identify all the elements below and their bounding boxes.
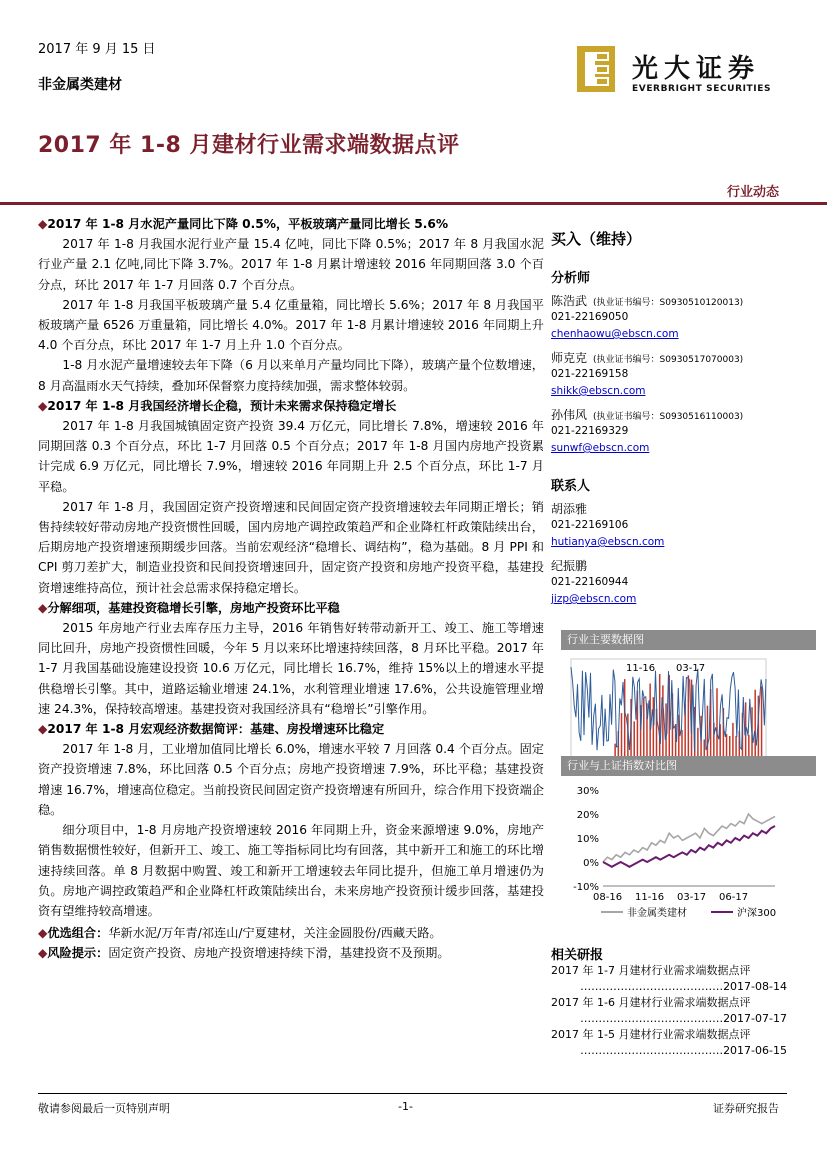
- contact-phone: 021-22160944: [551, 576, 629, 588]
- chart2-container: [561, 756, 816, 936]
- chart1-x-tick: 11-16: [626, 663, 656, 674]
- related-research: [551, 944, 787, 1059]
- chart2-y-tick: 0%: [583, 858, 599, 869]
- logo-text-en: EVERBRIGHT SECURITIES: [632, 84, 772, 94]
- analyst-name-row: [551, 406, 791, 423]
- contact-name: 纪振鹏: [551, 559, 588, 573]
- analyst-name: 师克克: [551, 351, 588, 365]
- chart2-y-tick: 20%: [576, 810, 599, 821]
- contact-name: 胡添雅: [551, 502, 588, 516]
- paragraph: 2017 年 1-8 月，我国固定资产投资增速和民间固定资产投资增速较去年同期正增长；销售持续较好带动房地产投资惯性回暖，国内房地产调控政策趋严和企业降杠杆政策陆续出台，后期房地产投资增速预期缓步回落。当前宏观经济“稳增长、调结构”，稳为基础。8 月 PPI 和 CPI 剪刀差扩大，制造业投资和民间投资增速回升，固定资产投资和房地产投资平稳，基建投资增速维持高位，预计社会总需求保持稳定增长。: [38, 499, 544, 595]
- analyst-phone: 021-22169050: [551, 311, 629, 323]
- rating: 买入（维持）: [551, 230, 642, 248]
- related-report-title[interactable]: 2017 年 1-7 月建材行业需求端数据点评: [551, 964, 751, 977]
- footer-report-type: 证券研究报告: [713, 1102, 779, 1115]
- industry-category: 非金属类建材: [38, 77, 122, 93]
- sidebar: [551, 214, 791, 608]
- chart2-legend-label: 沪深300: [737, 908, 777, 919]
- chart1-bar: [716, 688, 718, 764]
- paragraph: 细分项目中，1-8 月房地产投资增速较 2016 年同期上升，资金来源增速 9.0%，房地产销售数据惯性较好，但新开工、竣工、施工等指标同比均有回落，其中新开工和施工的环比增速持续回落。单 8 月数据中购置、竣工和新开工增速较去年同比提升，但施工单月增速仍为负。房地产调控政策趋严和企业降杠杆政策陆续出台，未来房地产投资预计缓步回落，基建投资有望维持较高增速。: [38, 823, 544, 918]
- analyst-phone: 021-22169329: [551, 425, 629, 437]
- chart1-bar: [659, 674, 661, 764]
- logo-mark-icon: [577, 46, 615, 92]
- paragraph: 1-8 月水泥产量增速较去年下降（6 月以来单月产量均同比下降），玻璃产量个位数增速，8 月高温雨水天气持续，叠加环保督察力度持续加强，需求整体较弱。: [38, 358, 544, 393]
- analyst-email[interactable]: chenhaowu@ebscn.com: [551, 328, 679, 340]
- contact-heading: 联系人: [551, 479, 591, 494]
- paragraph: 2015 年房地产行业去库存压力主导，2016 年销售好转带动新开工、竣工、施工等增速同比回升，房地产投资惯性回暖，今年 5 月以来环比增速持续回落，8 月环比平稳。2017 年 1-7 月我国基础设施建设投资 10.6 万亿元，同比增长 16.7%，维持 15%以上的增速水平提供稳增长引擎。其中，道路运输业增速 24.1%，水利管理业增速 17.6%，公共设施管理业增速 24.3%，保持较高增速。基建投资对我国经济具有“稳增长”引擎作用。: [38, 621, 544, 716]
- chart1-bar: [624, 679, 626, 764]
- related-report-title[interactable]: 2017 年 1-6 月建材行业需求端数据点评: [551, 996, 751, 1009]
- chart2-x-tick: 11-16: [635, 892, 665, 903]
- chart2-x-tick: 06-17: [719, 892, 749, 903]
- report-type-tag: 行业动态: [726, 185, 779, 200]
- chart1-x-tick: 03-17: [676, 663, 706, 674]
- header-divider: [0, 202, 827, 205]
- portfolio-line: ◆优选组合：华新水泥/万年青/祁连山/宁夏建材，关注金圆股份/西藏天路。: [38, 926, 442, 941]
- contact-email[interactable]: hutianya@ebscn.com: [551, 536, 665, 548]
- related-list: [551, 963, 787, 1059]
- analyst-name-row: [551, 292, 791, 309]
- chart2-legend-label: 非金属类建材: [627, 908, 687, 919]
- logo-text-cn: 光大证券: [632, 54, 761, 84]
- analyst-phone: 021-22169158: [551, 368, 629, 380]
- chart2-svg: [561, 782, 801, 932]
- chart2-series-line: [603, 826, 775, 867]
- paragraph: 2017 年 1-8 月我国水泥行业产量 15.4 亿吨，同比下降 0.5%；2017 年 8 月我国水泥行业产量 2.1 亿吨,同比下降 3.7%。2017 年 1-8 月累计增速较 2016 年同期回落 3.0 个百分点，环比 2017 年 1-7 月回落 0.7 个百分点。: [38, 237, 544, 292]
- analyst-list: [551, 292, 791, 457]
- analyst-heading: 分析师: [551, 271, 591, 286]
- chart2-x-tick: 08-16: [593, 892, 623, 903]
- related-report-date: …………………………………2017-06-15: [580, 1044, 787, 1057]
- footer-divider: [38, 1093, 787, 1094]
- risk-line: ◆风险提示：固定资产投资、房地产投资增速持续下滑，基建投资不及预期。: [38, 946, 450, 961]
- analyst-cert: (执业证书编号：S0930517070003): [593, 355, 744, 365]
- contact-phone: 021-22169106: [551, 519, 629, 531]
- related-report-date: …………………………………2017-07-17: [580, 1012, 787, 1025]
- section-heading-3: ◆分解细项，基建投资稳增长引擎，房地产投资环比平稳: [38, 600, 340, 615]
- contact-list: [551, 500, 791, 608]
- contact-email[interactable]: jizp@ebscn.com: [551, 593, 637, 605]
- company-logo: [577, 46, 782, 96]
- chart2-title: 行业与上证指数对比图: [561, 756, 816, 776]
- analyst-name-row: [551, 349, 791, 366]
- chart2-x-tick: 03-17: [677, 892, 707, 903]
- related-report-title[interactable]: 2017 年 1-5 月建材行业需求端数据点评: [551, 1028, 751, 1041]
- related-heading: 相关研报: [551, 948, 604, 963]
- chart1-bar: [643, 698, 645, 764]
- page-number: -1-: [398, 1100, 413, 1113]
- report-date: 2017 年 9 月 15 日: [38, 42, 156, 57]
- analyst-name: 陈浩武: [551, 294, 588, 308]
- chart1-bar: [754, 690, 756, 764]
- analyst-name: 孙伟风: [551, 408, 588, 422]
- page-title: 2017 年 1-8 月建材行业需求端数据点评: [38, 133, 460, 158]
- analyst-cert: (执业证书编号：S0930510120013): [593, 298, 744, 308]
- analyst-email[interactable]: sunwf@ebscn.com: [551, 442, 650, 454]
- section-heading-2: ◆2017 年 1-8 月我国经济增长企稳，预计未来需求保持稳定增长: [38, 398, 397, 413]
- analyst-cert: (执业证书编号：S0930516110003): [593, 412, 744, 422]
- footer-disclaimer: 敬请参阅最后一页特别声明: [38, 1102, 170, 1115]
- chart1-bar: [761, 686, 763, 764]
- chart1-title: 行业主要数据图: [561, 630, 816, 650]
- chart1-bar: [688, 675, 690, 764]
- chart1-bar: [653, 697, 655, 764]
- related-report-date: …………………………………2017-08-14: [580, 980, 787, 993]
- section-heading-4: ◆2017 年 1-8 月宏观经济数据简评：基建、房投增速环比稳定: [38, 722, 385, 737]
- chart2-y-tick: 30%: [576, 786, 599, 797]
- section-heading-1: ◆2017 年 1-8 月水泥产量同比下降 0.5%，平板玻璃产量同比增长 5.6%: [38, 217, 449, 231]
- chart2-y-tick: 10%: [576, 834, 599, 845]
- paragraph: 2017 年 1-8 月我国平板玻璃产量 5.4 亿重量箱，同比增长 5.6%；2017 年 8 月我国平板玻璃产量 6526 万重量箱，同比增长 4.0%。2017 年 1-8 月累计增速较 2016 年同期上升 4.0 个百分点，环比 2017 年 1-7 月上升 1.0 个百分点。: [38, 297, 544, 353]
- paragraph: 2017 年 1-8 月我国城镇固定资产投资 39.4 万亿元，同比增长 7.8%，增速较 2016 年同期回落 0.3 个百分点，环比 1-7 月回落 0.5 个百分点；2017 年 1-8 月国内房地产投资累计完成 6.9 万亿元，同比增长 7.9%，增速较 2016 年同期上升 2.5 个百分点，环比 1-7 月平稳。: [38, 419, 544, 494]
- chart2-y-tick: -10%: [573, 882, 599, 893]
- main-content: [38, 214, 544, 964]
- analyst-email[interactable]: shikk@ebscn.com: [551, 385, 646, 397]
- paragraph: 2017 年 1-8 月，工业增加值同比增长 6.0%，增速水平较 7 月回落 0.4 个百分点。固定资产投资增速 7.8%，环比回落 0.5 个百分点；房地产投资增速 7.9%，环比平稳；基建投资增速 16.7%，增速高位稳定。当前投资民间固定资产投资增速有所回升，综合作用下投资端企稳。: [38, 742, 544, 817]
